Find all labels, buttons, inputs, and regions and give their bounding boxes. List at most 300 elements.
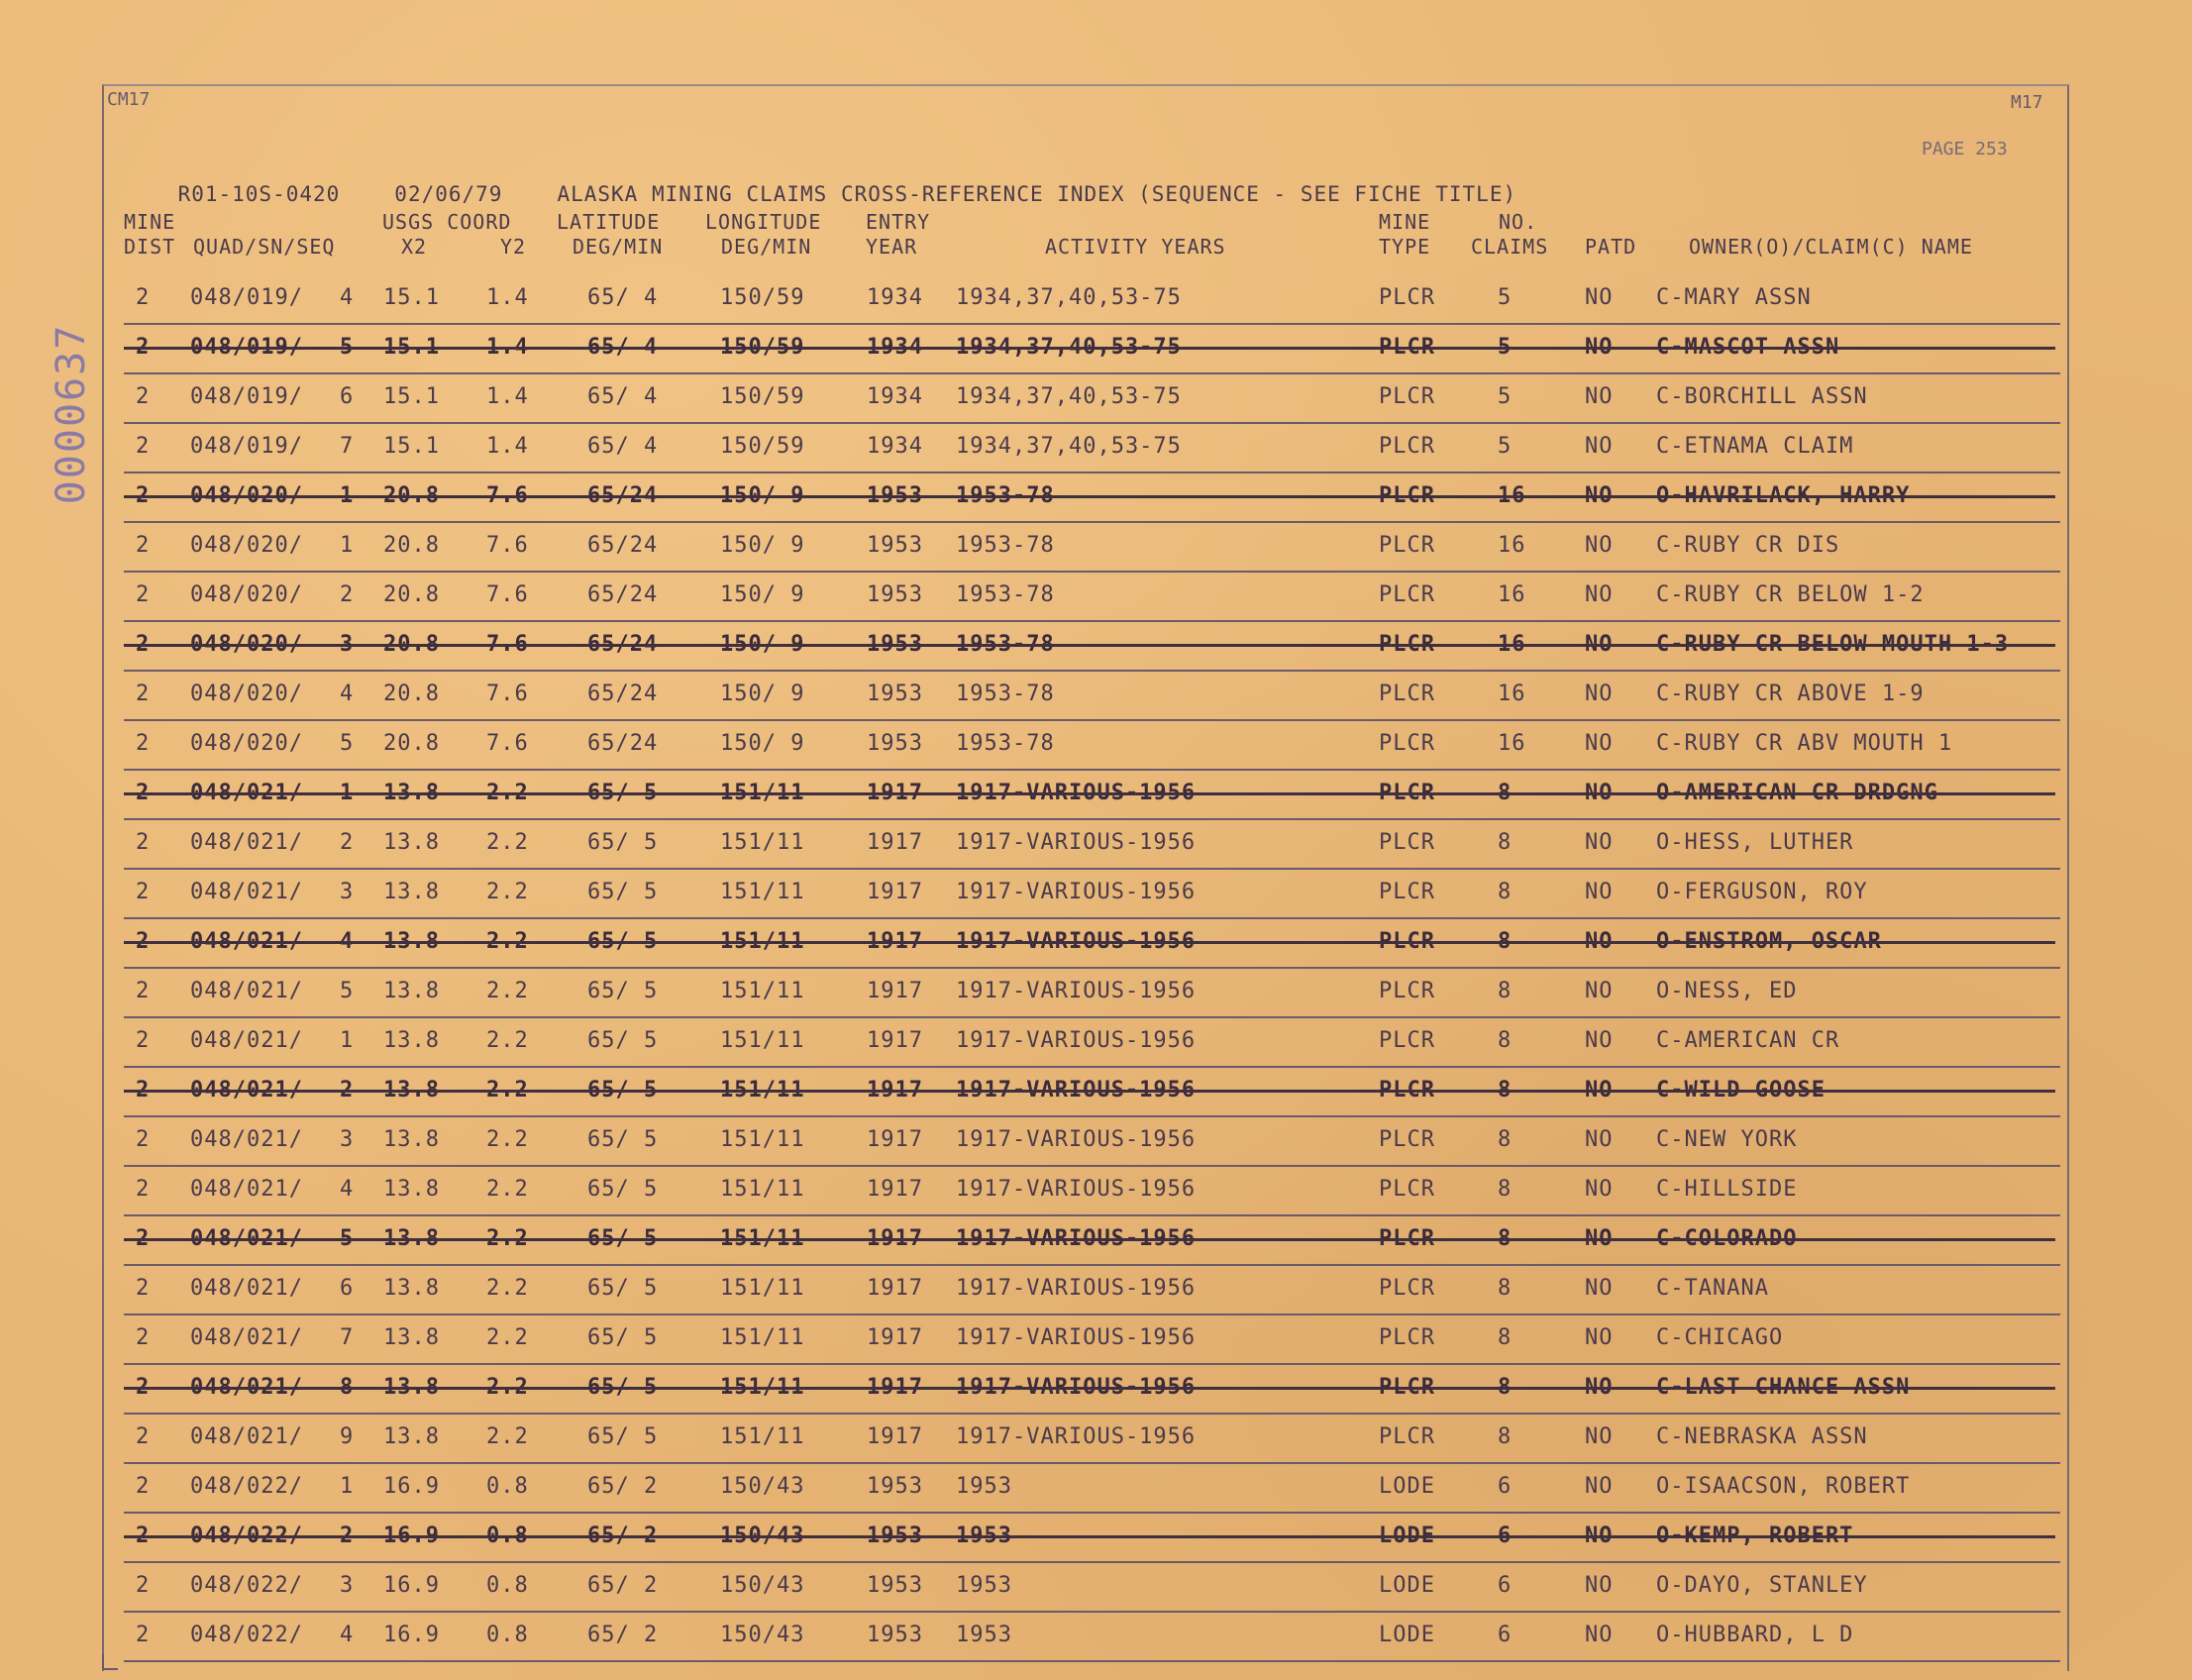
- cell-entry-year: 1917: [867, 1177, 923, 1202]
- cell-owner-claim-name: C-RUBY CR BELOW 1-2: [1656, 582, 1925, 607]
- cell-seq: 3: [340, 1573, 355, 1598]
- cell-patd: NO: [1585, 830, 1614, 855]
- cell-mine-type: PLCR: [1379, 682, 1435, 706]
- cell-y2: 7.6: [486, 632, 529, 657]
- cell-quad: 048/022/: [190, 1623, 303, 1647]
- cell-activity-years: 1953: [956, 1623, 1012, 1647]
- cell-dist: 2: [136, 1276, 151, 1301]
- cell-latitude: 65/ 2: [587, 1523, 659, 1548]
- cell-x2: 13.8: [383, 1127, 440, 1152]
- cell-longitude: 151/11: [720, 1177, 805, 1202]
- cell-entry-year: 1953: [867, 1523, 923, 1548]
- cell-entry-year: 1917: [867, 1028, 923, 1053]
- cell-activity-years: 1917-VARIOUS-1956: [956, 929, 1197, 954]
- cell-dist: 2: [136, 979, 151, 1003]
- table-row: [124, 374, 2060, 424]
- header-usgs-coord: USGS COORD: [382, 210, 512, 234]
- cell-patd: NO: [1585, 731, 1614, 756]
- cell-owner-claim-name: C-NEW YORK: [1656, 1127, 1798, 1152]
- table-row: [124, 1117, 2060, 1167]
- page-number: PAGE 253: [1922, 139, 2008, 159]
- cell-latitude: 65/24: [587, 731, 659, 756]
- cell-no-claims: 8: [1498, 1177, 1513, 1202]
- cell-activity-years: 1953: [956, 1474, 1012, 1499]
- cell-latitude: 65/ 5: [587, 1424, 659, 1449]
- cell-patd: NO: [1585, 880, 1614, 904]
- cell-dist: 2: [136, 830, 151, 855]
- cell-mine-type: PLCR: [1379, 830, 1435, 855]
- cell-no-claims: 8: [1498, 1424, 1513, 1449]
- cell-entry-year: 1917: [867, 1424, 923, 1449]
- corner-label-right: M17: [2011, 92, 2043, 113]
- cell-x2: 15.1: [383, 335, 440, 360]
- cell-entry-year: 1953: [867, 483, 923, 508]
- cell-no-claims: 8: [1498, 1226, 1513, 1251]
- cell-owner-claim-name: O-FERGUSON, ROY: [1656, 880, 1868, 904]
- cell-seq: 3: [340, 880, 355, 904]
- cell-y2: 1.4: [486, 285, 529, 310]
- cell-dist: 2: [136, 880, 151, 904]
- cell-longitude: 150/ 9: [720, 483, 805, 508]
- cell-y2: 0.8: [486, 1474, 529, 1499]
- cell-mine-type: PLCR: [1379, 434, 1435, 459]
- cell-longitude: 151/11: [720, 880, 805, 904]
- cell-mine-type: LODE: [1379, 1523, 1435, 1548]
- cell-activity-years: 1917-VARIOUS-1956: [956, 880, 1197, 904]
- strikethrough-line: [124, 792, 2055, 795]
- cell-owner-claim-name: O-HUBBARD, L D: [1656, 1623, 1854, 1647]
- cell-seq: 1: [340, 483, 355, 508]
- cell-x2: 13.8: [383, 1375, 440, 1400]
- cell-entry-year: 1917: [867, 1127, 923, 1152]
- cell-quad: 048/022/: [190, 1523, 303, 1548]
- cell-x2: 20.8: [383, 483, 440, 508]
- cell-x2: 13.8: [383, 1226, 440, 1251]
- cell-owner-claim-name: C-NEBRASKA ASSN: [1656, 1424, 1868, 1449]
- cell-dist: 2: [136, 1424, 151, 1449]
- header-entry-year: ENTRY YEAR: [866, 210, 931, 259]
- cell-no-claims: 16: [1498, 682, 1526, 706]
- cell-seq: 1: [340, 1028, 355, 1053]
- cell-patd: NO: [1585, 1474, 1614, 1499]
- cell-owner-claim-name: O-ENSTROM, OSCAR: [1656, 929, 1882, 954]
- cell-quad: 048/021/: [190, 1325, 303, 1350]
- cell-activity-years: 1934,37,40,53-75: [956, 285, 1182, 310]
- cell-dist: 2: [136, 1226, 151, 1251]
- cell-activity-years: 1953-78: [956, 582, 1055, 607]
- cell-owner-claim-name: C-CHICAGO: [1656, 1325, 1784, 1350]
- cell-dist: 2: [136, 1078, 151, 1102]
- cell-owner-claim-name: O-DAYO, STANLEY: [1656, 1573, 1868, 1598]
- cell-y2: 2.2: [486, 1127, 529, 1152]
- strikethrough-line: [124, 644, 2055, 647]
- cell-seq: 3: [340, 632, 355, 657]
- cell-entry-year: 1917: [867, 1226, 923, 1251]
- table-row: [124, 1216, 2060, 1266]
- cell-x2: 15.1: [383, 434, 440, 459]
- table-row: [124, 424, 2060, 473]
- cell-longitude: 151/11: [720, 979, 805, 1003]
- cell-patd: NO: [1585, 1226, 1614, 1251]
- cell-longitude: 151/11: [720, 1028, 805, 1053]
- cell-patd: NO: [1585, 929, 1614, 954]
- cell-activity-years: 1953: [956, 1573, 1012, 1598]
- cell-seq: 6: [340, 1276, 355, 1301]
- cell-quad: 048/021/: [190, 1226, 303, 1251]
- cell-mine-type: PLCR: [1379, 285, 1435, 310]
- cell-longitude: 150/59: [720, 335, 805, 360]
- cell-x2: 15.1: [383, 384, 440, 409]
- cell-owner-claim-name: C-ETNAMA CLAIM: [1656, 434, 1854, 459]
- cell-longitude: 151/11: [720, 929, 805, 954]
- cell-no-claims: 8: [1498, 1028, 1513, 1053]
- cell-mine-type: PLCR: [1379, 1325, 1435, 1350]
- cell-latitude: 65/ 5: [587, 1028, 659, 1053]
- cell-dist: 2: [136, 1474, 151, 1499]
- cell-patd: NO: [1585, 632, 1614, 657]
- cell-dist: 2: [136, 483, 151, 508]
- table-row: [124, 721, 2060, 771]
- cell-quad: 048/021/: [190, 1424, 303, 1449]
- cell-seq: 2: [340, 582, 355, 607]
- cell-latitude: 65/ 5: [587, 1375, 659, 1400]
- cell-x2: 20.8: [383, 533, 440, 558]
- row-divider: [124, 1660, 2060, 1662]
- cell-latitude: 65/ 4: [587, 335, 659, 360]
- cell-mine-type: PLCR: [1379, 533, 1435, 558]
- cell-longitude: 151/11: [720, 1276, 805, 1301]
- cell-latitude: 65/24: [587, 533, 659, 558]
- cell-no-claims: 8: [1498, 880, 1513, 904]
- cell-y2: 2.2: [486, 979, 529, 1003]
- cell-activity-years: 1934,37,40,53-75: [956, 384, 1182, 409]
- table-row: [124, 1613, 2060, 1662]
- cell-quad: 048/021/: [190, 1078, 303, 1102]
- cell-mine-type: LODE: [1379, 1474, 1435, 1499]
- cell-mine-type: LODE: [1379, 1623, 1435, 1647]
- cell-entry-year: 1917: [867, 979, 923, 1003]
- cell-latitude: 65/ 5: [587, 1325, 659, 1350]
- cell-no-claims: 8: [1498, 1078, 1513, 1102]
- stamp-number: 0000637: [49, 323, 94, 505]
- cell-y2: 2.2: [486, 1424, 529, 1449]
- cell-owner-claim-name: O-KEMP, ROBERT: [1656, 1523, 1854, 1548]
- cell-activity-years: 1934,37,40,53-75: [956, 335, 1182, 360]
- header-longitude: LONGITUDE DEG/MIN: [705, 210, 822, 259]
- cell-quad: 048/020/: [190, 731, 303, 756]
- cell-x2: 13.8: [383, 1276, 440, 1301]
- cell-activity-years: 1917-VARIOUS-1956: [956, 1127, 1197, 1152]
- cell-x2: 20.8: [383, 582, 440, 607]
- cell-mine-type: LODE: [1379, 1573, 1435, 1598]
- cell-latitude: 65/ 5: [587, 929, 659, 954]
- cell-mine-type: PLCR: [1379, 1424, 1435, 1449]
- cell-mine-type: PLCR: [1379, 1375, 1435, 1400]
- cell-longitude: 150/43: [720, 1573, 805, 1598]
- cell-y2: 1.4: [486, 384, 529, 409]
- cell-latitude: 65/ 5: [587, 979, 659, 1003]
- cell-activity-years: 1934,37,40,53-75: [956, 434, 1182, 459]
- table-row: [124, 1068, 2060, 1117]
- cell-y2: 2.2: [486, 929, 529, 954]
- cell-y2: 2.2: [486, 1177, 529, 1202]
- strikethrough-line: [124, 1090, 2055, 1093]
- cell-mine-type: PLCR: [1379, 1127, 1435, 1152]
- cell-no-claims: 8: [1498, 830, 1513, 855]
- cell-longitude: 151/11: [720, 1325, 805, 1350]
- cell-latitude: 65/ 2: [587, 1623, 659, 1647]
- cell-patd: NO: [1585, 1523, 1614, 1548]
- table-row: [124, 1167, 2060, 1216]
- cell-activity-years: 1917-VARIOUS-1956: [956, 1276, 1197, 1301]
- cell-owner-claim-name: C-TANANA: [1656, 1276, 1769, 1301]
- cell-owner-claim-name: C-RUBY CR DIS: [1656, 533, 1840, 558]
- cell-quad: 048/020/: [190, 582, 303, 607]
- cell-quad: 048/022/: [190, 1474, 303, 1499]
- table-row: [124, 1365, 2060, 1415]
- cell-mine-type: PLCR: [1379, 731, 1435, 756]
- cell-no-claims: 16: [1498, 533, 1526, 558]
- cell-dist: 2: [136, 929, 151, 954]
- cell-dist: 2: [136, 632, 151, 657]
- cell-y2: 2.2: [486, 830, 529, 855]
- cell-mine-type: PLCR: [1379, 483, 1435, 508]
- cell-longitude: 150/43: [720, 1474, 805, 1499]
- cell-entry-year: 1917: [867, 929, 923, 954]
- cell-activity-years: 1953-78: [956, 483, 1055, 508]
- cell-latitude: 65/ 5: [587, 781, 659, 805]
- cell-mine-type: PLCR: [1379, 929, 1435, 954]
- cell-owner-claim-name: C-COLORADO: [1656, 1226, 1798, 1251]
- cell-y2: 7.6: [486, 483, 529, 508]
- cell-dist: 2: [136, 1127, 151, 1152]
- cell-mine-type: PLCR: [1379, 979, 1435, 1003]
- cell-seq: 5: [340, 731, 355, 756]
- cell-owner-claim-name: C-LAST CHANCE ASSN: [1656, 1375, 1911, 1400]
- cell-seq: 2: [340, 1523, 355, 1548]
- cell-patd: NO: [1585, 1127, 1614, 1152]
- cell-owner-claim-name: C-BORCHILL ASSN: [1656, 384, 1868, 409]
- report-title-text: ALASKA MINING CLAIMS CROSS-REFERENCE INDEX (SEQUENCE - SEE FICHE TITLE): [557, 182, 1517, 206]
- cell-longitude: 151/11: [720, 830, 805, 855]
- cell-y2: 2.2: [486, 1028, 529, 1053]
- cell-quad: 048/021/: [190, 929, 303, 954]
- cell-dist: 2: [136, 582, 151, 607]
- cell-quad: 048/019/: [190, 285, 303, 310]
- cell-y2: 2.2: [486, 1375, 529, 1400]
- table-row: [124, 870, 2060, 919]
- cell-seq: 8: [340, 1375, 355, 1400]
- cell-latitude: 65/24: [587, 483, 659, 508]
- cell-no-claims: 8: [1498, 1325, 1513, 1350]
- cell-seq: 9: [340, 1424, 355, 1449]
- cell-entry-year: 1917: [867, 1078, 923, 1102]
- cell-entry-year: 1917: [867, 781, 923, 805]
- cell-x2: 13.8: [383, 929, 440, 954]
- header-patd: PATD: [1585, 235, 1637, 259]
- cell-mine-type: PLCR: [1379, 1078, 1435, 1102]
- cell-entry-year: 1934: [867, 335, 923, 360]
- cell-activity-years: 1917-VARIOUS-1956: [956, 1177, 1197, 1202]
- cell-dist: 2: [136, 1177, 151, 1202]
- cell-latitude: 65/24: [587, 682, 659, 706]
- cell-patd: NO: [1585, 582, 1614, 607]
- cell-patd: NO: [1585, 1325, 1614, 1350]
- table-row: [124, 919, 2060, 969]
- cell-longitude: 150/59: [720, 434, 805, 459]
- cell-no-claims: 8: [1498, 1276, 1513, 1301]
- cell-y2: 0.8: [486, 1523, 529, 1548]
- header-mine-type: MINE TYPE: [1379, 210, 1431, 259]
- cell-quad: 048/021/: [190, 1127, 303, 1152]
- table-row: [124, 325, 2060, 374]
- cell-patd: NO: [1585, 483, 1614, 508]
- report-date: 02/06/79: [394, 182, 503, 206]
- cell-x2: 13.8: [383, 1177, 440, 1202]
- cell-quad: 048/019/: [190, 335, 303, 360]
- cell-y2: 1.4: [486, 434, 529, 459]
- cell-latitude: 65/ 5: [587, 830, 659, 855]
- cell-quad: 048/022/: [190, 1573, 303, 1598]
- cell-activity-years: 1917-VARIOUS-1956: [956, 781, 1197, 805]
- cell-no-claims: 5: [1498, 384, 1513, 409]
- table-row: [124, 820, 2060, 870]
- cell-activity-years: 1917-VARIOUS-1956: [956, 1424, 1197, 1449]
- cell-owner-claim-name: O-ISAACSON, ROBERT: [1656, 1474, 1911, 1499]
- cell-longitude: 151/11: [720, 1226, 805, 1251]
- cell-seq: 1: [340, 1474, 355, 1499]
- cell-longitude: 150/ 9: [720, 582, 805, 607]
- cell-quad: 048/020/: [190, 682, 303, 706]
- cell-dist: 2: [136, 335, 151, 360]
- header-x2: X2: [401, 235, 428, 259]
- cell-seq: 5: [340, 979, 355, 1003]
- cell-quad: 048/020/: [190, 533, 303, 558]
- cell-longitude: 150/59: [720, 285, 805, 310]
- cell-seq: 4: [340, 682, 355, 706]
- cell-patd: NO: [1585, 1424, 1614, 1449]
- cell-latitude: 65/ 4: [587, 434, 659, 459]
- table-row: [124, 771, 2060, 820]
- cell-quad: 048/021/: [190, 880, 303, 904]
- cell-y2: 2.2: [486, 1325, 529, 1350]
- cell-owner-claim-name: O-NESS, ED: [1656, 979, 1798, 1003]
- cell-activity-years: 1917-VARIOUS-1956: [956, 979, 1197, 1003]
- report-title: [124, 158, 1571, 230]
- cell-longitude: 150/43: [720, 1523, 805, 1548]
- cell-no-claims: 5: [1498, 285, 1513, 310]
- cell-entry-year: 1934: [867, 434, 923, 459]
- cell-activity-years: 1953-78: [956, 682, 1055, 706]
- cell-quad: 048/021/: [190, 830, 303, 855]
- cell-owner-claim-name: C-HILLSIDE: [1656, 1177, 1798, 1202]
- cell-latitude: 65/ 5: [587, 1276, 659, 1301]
- cell-longitude: 151/11: [720, 1078, 805, 1102]
- cell-patd: NO: [1585, 781, 1614, 805]
- cell-no-claims: 16: [1498, 582, 1526, 607]
- cell-dist: 2: [136, 285, 151, 310]
- cell-mine-type: PLCR: [1379, 384, 1435, 409]
- table-row: [124, 275, 2060, 325]
- table-row: [124, 1018, 2060, 1068]
- cell-quad: 048/020/: [190, 632, 303, 657]
- cell-owner-claim-name: C-WILD GOOSE: [1656, 1078, 1826, 1102]
- cell-activity-years: 1917-VARIOUS-1956: [956, 1325, 1197, 1350]
- cell-patd: NO: [1585, 979, 1614, 1003]
- cell-x2: 13.8: [383, 1325, 440, 1350]
- cell-seq: 7: [340, 434, 355, 459]
- cell-patd: NO: [1585, 1078, 1614, 1102]
- cell-mine-type: PLCR: [1379, 1276, 1435, 1301]
- cell-activity-years: 1917-VARIOUS-1956: [956, 1078, 1197, 1102]
- cell-longitude: 151/11: [720, 1127, 805, 1152]
- table-row: [124, 523, 2060, 573]
- header-mine-dist: MINE DIST: [124, 210, 176, 259]
- cell-seq: 4: [340, 1177, 355, 1202]
- cell-entry-year: 1917: [867, 880, 923, 904]
- cell-dist: 2: [136, 1325, 151, 1350]
- cell-mine-type: PLCR: [1379, 1028, 1435, 1053]
- table-row: [124, 1266, 2060, 1315]
- cell-entry-year: 1953: [867, 682, 923, 706]
- cell-x2: 20.8: [383, 682, 440, 706]
- cell-seq: 4: [340, 929, 355, 954]
- cell-x2: 16.9: [383, 1474, 440, 1499]
- table-row: [124, 1563, 2060, 1613]
- cell-x2: 16.9: [383, 1573, 440, 1598]
- cell-patd: NO: [1585, 1375, 1614, 1400]
- cell-patd: NO: [1585, 285, 1614, 310]
- cell-patd: NO: [1585, 335, 1614, 360]
- cell-y2: 2.2: [486, 1226, 529, 1251]
- cell-activity-years: 1917-VARIOUS-1956: [956, 1375, 1197, 1400]
- cell-x2: 16.9: [383, 1523, 440, 1548]
- cell-longitude: 150/59: [720, 384, 805, 409]
- cell-y2: 2.2: [486, 781, 529, 805]
- cell-activity-years: 1953-78: [956, 632, 1055, 657]
- cell-longitude: 151/11: [720, 1375, 805, 1400]
- cell-latitude: 65/ 5: [587, 880, 659, 904]
- cell-latitude: 65/ 5: [587, 1078, 659, 1102]
- cell-x2: 13.8: [383, 880, 440, 904]
- table-row: [124, 672, 2060, 721]
- cell-longitude: 151/11: [720, 1424, 805, 1449]
- cell-mine-type: PLCR: [1379, 1177, 1435, 1202]
- cell-x2: 16.9: [383, 1623, 440, 1647]
- header-quad: QUAD/SN/SEQ: [193, 235, 336, 259]
- cell-activity-years: 1917-VARIOUS-1956: [956, 1226, 1197, 1251]
- cell-x2: 20.8: [383, 731, 440, 756]
- cell-activity-years: 1953-78: [956, 533, 1055, 558]
- cell-owner-claim-name: C-MASCOT ASSN: [1656, 335, 1840, 360]
- cell-activity-years: 1917-VARIOUS-1956: [956, 830, 1197, 855]
- header-latitude: LATITUDE DEG/MIN: [557, 210, 664, 259]
- cell-patd: NO: [1585, 1276, 1614, 1301]
- cell-no-claims: 6: [1498, 1474, 1513, 1499]
- cell-dist: 2: [136, 1375, 151, 1400]
- table-row: [124, 1315, 2060, 1365]
- strikethrough-line: [124, 1387, 2055, 1390]
- cell-x2: 13.8: [383, 1078, 440, 1102]
- cell-patd: NO: [1585, 533, 1614, 558]
- table-row: [124, 969, 2060, 1018]
- cell-quad: 048/021/: [190, 1375, 303, 1400]
- cell-patd: NO: [1585, 1028, 1614, 1053]
- cell-x2: 13.8: [383, 781, 440, 805]
- cell-longitude: 150/43: [720, 1623, 805, 1647]
- cell-x2: 13.8: [383, 979, 440, 1003]
- cell-mine-type: PLCR: [1379, 880, 1435, 904]
